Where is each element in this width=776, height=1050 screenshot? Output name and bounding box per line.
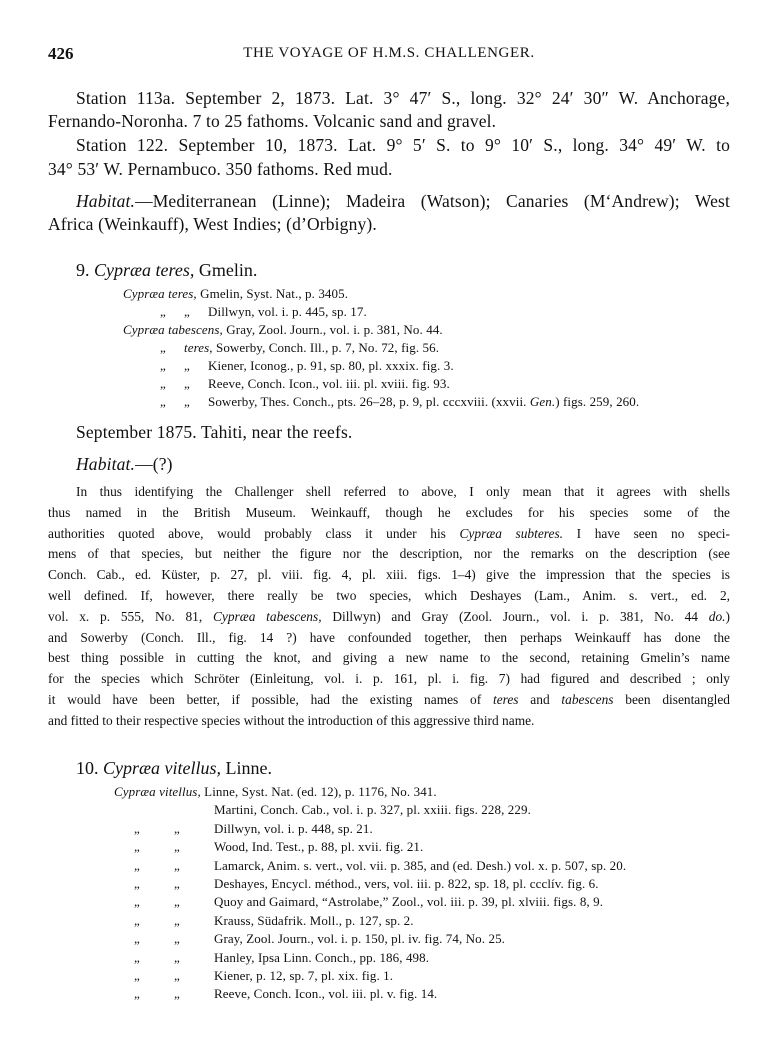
synonym-line: Cypræa vitellus, Linne, Syst. Nat. (ed. 12), p. 1176, No. 341.	[114, 784, 437, 799]
paragraph-line: In thus identifying the Challenger shell referred to above, I only mean that it agrees with shells	[76, 484, 730, 499]
synonym-line: Martini, Conch. Cab., vol. i. p. 327, pl. xxiii. figs. 228, 229.	[214, 802, 531, 818]
paragraph-line: and fitted to their respective species without the introduction of this aggressive third name.	[48, 712, 535, 728]
paragraph-line: authorities quoted above, would probably class it under his Cypræa subteres. I have seen no speci-	[48, 525, 730, 541]
page-number: 426	[48, 44, 74, 63]
synonym-line: „ „ Reeve, Conch. Icon., vol. iii. pl. xviii. fig. 93.	[160, 376, 450, 391]
paragraph-line: Conch. Cab., ed. Küster, p. 27, pl. viii. fig. 4, pl. xiii. figs. 1–4) give the impression that the species is	[48, 567, 730, 583]
synonym-line: „ „ Quoy and Gaimard, “Astrolabe,” Zool., vol. iii. p. 39, pl. xlviii. figs. 8, 9.	[134, 894, 604, 910]
synonym-line: „ teres, Sowerby, Conch. Ill., p. 7, No. 72, fig. 56.	[160, 340, 440, 355]
species-10-name: Cypræa vitellus,	[103, 758, 221, 778]
synonym-line: „ „ Reeve, Conch. Icon., vol. iii. pl. v. fig. 14.	[134, 986, 438, 1002]
synonym-line: „ „ Kiener, Iconog., p. 91, sp. 80, pl. xxxix. fig. 3.	[160, 358, 454, 373]
running-header	[48, 44, 730, 68]
synonym-line: „ „ Sowerby, Thes. Conch., pts. 26–28, p. 9, pl. cccxviii. (xxvii. Gen.) figs. 259, 260.	[160, 394, 640, 409]
synonym-line: „ „ Deshayes, Encycl. méthod., vers, vol. iii. p. 822, sp. 18, pl. ccclív. fig. 6.	[134, 876, 599, 891]
species-9-heading: 9. Cypræa teres, Gmelin.	[76, 260, 258, 280]
paragraph-line: well defined. If, however, there really be two species, which Deshayes (Lam., Anim. s. vert., ed. 2,	[48, 588, 730, 603]
species-9-name: Cypræa teres,	[94, 260, 195, 280]
synonym-line: „ „ Dillwyn, vol. i. p. 448, sp. 21.	[134, 820, 373, 836]
habitat-label: Habitat.	[76, 191, 136, 211]
species-9-habitat: Habitat.—(?)	[76, 454, 173, 474]
running-title: THE VOYAGE OF H.M.S. CHALLENGER.	[243, 45, 535, 61]
station-122-line-1: Station 122. September 10, 1873. Lat. 9° 5′ S. to 9° 10′ S., long. 34° 49′ W. to	[76, 135, 730, 155]
synonym-line: „ „ Dillwyn, vol. i. p. 445, sp. 17.	[160, 304, 367, 319]
synonym-line: „ „ Wood, Ind. Test., p. 88, pl. xvii. fig. 21.	[134, 839, 424, 855]
synonym-line: „ „ Kiener, p. 12, sp. 7, pl. xix. fig. 1.	[134, 968, 394, 983]
paragraph-line: it would have been better, if possible, had the existing names of teres and tabescens been disentangled	[48, 692, 730, 707]
species-9-record: September 1875. Tahiti, near the reefs.	[76, 422, 353, 442]
station-122-line-2: 34° 53′ W. Pernambuco. 350 fathoms. Red mud.	[48, 159, 393, 179]
paragraph-line: thus named in the British Museum. Weinkauff, though he excludes for his species some of the	[48, 504, 730, 520]
synonym-line: „ „ Krauss, Südafrik. Moll., p. 127, sp. 2.	[134, 912, 414, 928]
synonym-line: Cypræa tabescens, Gray, Zool. Journ., vol. i. p. 381, No. 44.	[123, 322, 443, 337]
synonym-line: Cypræa teres, Gmelin, Syst. Nat., p. 3405.	[123, 286, 349, 301]
species-10-heading: 10. Cypræa vitellus, Linne.	[76, 758, 272, 778]
synonym-line: „ „ Lamarck, Anim. s. vert., vol. vii. p. 385, and (ed. Desh.) vol. x. p. 507, sp. 20.	[134, 857, 627, 873]
synonym-line: „ „ Gray, Zool. Journ., vol. i. p. 150, pl. iv. fig. 74, No. 25.	[134, 931, 506, 947]
paragraph-line: vol. x. p. 555, No. 81, Cypræa tabescens, Dillwyn) and Gray (Zool. Journ., vol. i. p. 381, No. 44 do.)	[48, 608, 730, 624]
previous-habitat-line-2: Africa (Weinkauff), West Indies; (d’Orbigny).	[48, 214, 377, 234]
paragraph-line: for the species which Schröter (Einleitung, vol. i. p. 161, pl. i. fig. 7) had figured and described ; only	[48, 671, 730, 687]
paragraph-line: mens of that species, but neither the figure nor the description, nor the remarks on the description (see	[48, 546, 730, 562]
paragraph-line: best thing possible in cutting the knot, and giving a new name to the second, retaining Gmelin’s name	[48, 650, 730, 666]
paragraph-line: and Sowerby (Conch. Ill., fig. 14 ?) have confounded together, then perhaps Weinkauff has done the	[48, 629, 730, 645]
station-113a-line-2: Fernando-Noronha. 7 to 25 fathoms. Volcanic sand and gravel.	[48, 111, 497, 131]
synonym-line: „ „ Hanley, Ipsa Linn. Conch., pp. 186, 498.	[134, 949, 430, 965]
station-113a-line-1: Station 113a. September 2, 1873. Lat. 3° 47′ S., long. 32° 24′ 30″ W. Anchorage,	[76, 88, 730, 108]
previous-habitat-line-1: Habitat.—Mediterranean (Linne); Madeira (Watson); Canaries (M‘Andrew); West	[76, 191, 730, 211]
